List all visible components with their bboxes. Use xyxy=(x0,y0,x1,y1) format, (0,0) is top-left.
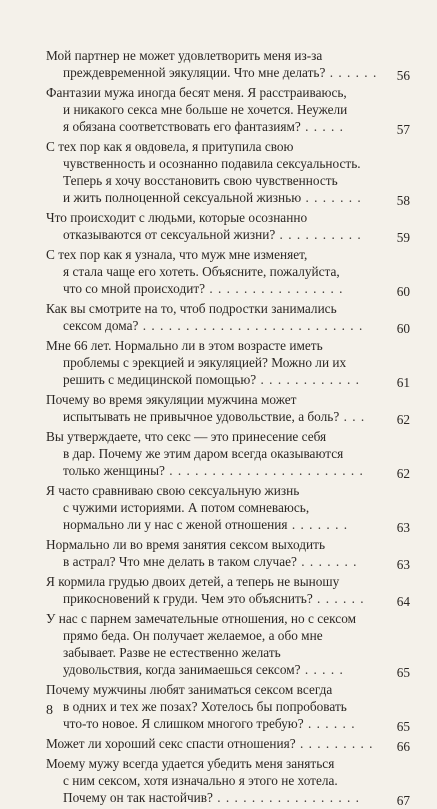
toc-entry-line: Что происходит с людьми, которые осознанно xyxy=(46,210,308,225)
table-of-contents xyxy=(46,47,410,809)
toc-entry xyxy=(46,391,410,428)
toc-entry-line: Я часто сравниваю свою сексуальную жизнь xyxy=(46,483,300,498)
toc-leader-dots: . . . . . . . xyxy=(296,554,358,569)
toc-entry-line: Я кормила грудью двоих детей, а теперь не выношу xyxy=(46,574,340,589)
toc-page-number: 59 xyxy=(396,230,410,245)
toc-entry-line: Почему мужчины любят заниматься сексом всегда xyxy=(46,682,333,697)
toc-leader-dots: . . . . . . xyxy=(325,65,378,80)
toc-entry xyxy=(46,337,410,391)
toc-page-number: 66 xyxy=(396,739,410,754)
toc-entry-line: в дар. Почему же этим даром всегда оказываются xyxy=(63,446,344,461)
toc-page-number: 67 xyxy=(396,793,410,808)
toc-leader-dots: . . . . . xyxy=(300,119,345,134)
toc-entry-line: проблемы с эрекцией и эякуляцией? Можно ли их xyxy=(63,355,347,370)
toc-page-number: 65 xyxy=(396,719,410,734)
toc-leader-dots: . . . . . . . . . . . . . . . . . . . . . . . xyxy=(164,463,364,478)
toc-page-number: 65 xyxy=(396,665,410,680)
toc-entry-line: отказываются от сексуальной жизни? . . . . . . . . . . xyxy=(63,227,362,242)
toc-leader-dots: . . . . . . . . . . xyxy=(275,227,362,242)
toc-entry xyxy=(46,735,410,755)
toc-entry-line: Почему во время эякуляции мужчина может xyxy=(46,392,297,407)
toc-leader-dots: . . . xyxy=(339,409,366,424)
toc-entry-line: У нас с парнем замечательные отношения, но с сексом xyxy=(46,611,357,626)
toc-leader-dots: . . . . . . . . . . . . . . . . . xyxy=(212,790,360,805)
toc-entry-line: я обязана соответствовать его фантазиям? . . . . . xyxy=(63,119,345,134)
toc-entry-line: Как вы смотрите на то, чтоб подростки занимались xyxy=(46,301,337,316)
toc-entry-line: Мне 66 лет. Нормально ли в этом возрасте иметь xyxy=(46,338,323,353)
toc-entry-line: Почему он так настойчив? . . . . . . . . . . . . . . . . . xyxy=(63,790,360,805)
toc-entry-line: с чужими историями. А потом сомневаюсь, xyxy=(63,500,310,515)
toc-leader-dots: . . . . . . . . . . . . xyxy=(256,372,360,387)
toc-entry-line: в астрал? Что мне делать в таком случае? . . . . . . . xyxy=(63,554,358,569)
toc-page-number: 61 xyxy=(396,375,410,390)
toc-page-number: 63 xyxy=(396,557,410,572)
page-number: 8 xyxy=(46,703,53,718)
toc-leader-dots: . . . . . . . xyxy=(301,190,362,205)
toc-page-number: 62 xyxy=(396,412,410,427)
toc-entry-line: прикосновений к груди. Чем это объяснить? . . . . . . xyxy=(63,591,365,606)
toc-entry xyxy=(46,536,410,573)
toc-page-number: 60 xyxy=(396,284,410,299)
toc-entry xyxy=(46,755,410,809)
toc-entry-line: чувственность и осознанно подавила сексуальность. xyxy=(63,156,361,171)
toc-entry-line: в одних и тех же позах? Хотелось бы попробовать xyxy=(63,699,347,714)
toc-page-number: 60 xyxy=(396,321,410,336)
toc-entry-line: и никакого секса мне больше не хочется. Неужели xyxy=(63,102,348,117)
toc-entry xyxy=(46,300,410,337)
toc-entry xyxy=(46,138,410,209)
toc-entry-line: и жить полноценной сексуальной жизнью . . . . . . . xyxy=(63,190,362,205)
toc-entry-line: прямо беда. Он получает желаемое, а обо мне xyxy=(63,628,323,643)
toc-entry-line: преждевременной эякуляции. Что мне делать? . . . . . . xyxy=(63,65,378,80)
toc-entry-line: что со мной происходит? . . . . . . . . . . . . . . . . xyxy=(63,281,344,296)
toc-leader-dots: . . . . . . xyxy=(303,716,356,731)
toc-entry-line: с ним сексом, хотя изначально я этого не хотела. xyxy=(63,773,338,788)
toc-page-number: 63 xyxy=(396,520,410,535)
toc-page-number: 58 xyxy=(396,193,410,208)
toc-entry-line: Может ли хороший секс спасти отношения? . . . . . . . . . xyxy=(46,736,374,751)
toc-entry-line: Нормально ли во время занятия сексом выходить xyxy=(46,537,326,552)
toc-entry xyxy=(46,209,410,246)
toc-page-number: 64 xyxy=(396,594,410,609)
toc-entry-line: Вы утверждаете, что секс — это принесение себя xyxy=(46,429,327,444)
toc-entry-line: что-то новое. Я слишком многого требую? . . . . . . xyxy=(63,716,356,731)
toc-entry-line: Мой партнер не может удовлетворить меня из-за xyxy=(46,48,323,63)
toc-entry-line: я стала чаще его хотеть. Объясните, пожалуйста, xyxy=(63,264,340,279)
toc-leader-dots: . . . . . . xyxy=(312,591,365,606)
toc-leader-dots: . . . . . . . . . . . . . . . . xyxy=(205,281,344,296)
toc-entry-line: Моему мужу всегда удается убедить меня заняться xyxy=(46,756,335,771)
toc-entry-line: забывает. Разве не естественно желать xyxy=(63,645,281,660)
toc-entry-line: нормально ли у нас с женой отношения . . . . . . . xyxy=(63,517,349,532)
toc-entry xyxy=(46,84,410,138)
toc-page-number: 57 xyxy=(396,122,410,137)
toc-entry-line: только женщины? . . . . . . . . . . . . . . . . . . . . . . . xyxy=(63,463,364,478)
toc-entry-line: Теперь я хочу восстановить свою чувственность xyxy=(63,173,338,188)
toc-entry xyxy=(46,47,410,84)
toc-leader-dots: . . . . . . . . . xyxy=(295,736,374,751)
toc-entry-line: С тех пор как я овдовела, я притупила свою xyxy=(46,139,294,154)
toc-page-number: 56 xyxy=(396,68,410,83)
toc-entry-line: удовольствия, когда занимаешься сексом? . . . . . xyxy=(63,662,344,677)
toc-entry xyxy=(46,246,410,300)
toc-leader-dots: . . . . . . . xyxy=(287,517,349,532)
toc-entry xyxy=(46,610,410,681)
toc-entry-line: сексом дома? . . . . . . . . . . . . . . . . . . . . . . . . . . xyxy=(63,318,364,333)
toc-entry xyxy=(46,681,410,735)
toc-entry-line: Фантазии мужа иногда бесят меня. Я расстраиваюсь, xyxy=(46,85,347,100)
toc-entry-line: испытывать не привычное удовольствие, а боль? . . . xyxy=(63,409,366,424)
toc-entry-line: решить с медицинской помощью? . . . . . . . . . . . . xyxy=(63,372,360,387)
toc-leader-dots: . . . . . . . . . . . . . . . . . . . . . . . . . . xyxy=(138,318,364,333)
toc-page-number: 62 xyxy=(396,466,410,481)
toc-leader-dots: . . . . . xyxy=(300,662,344,677)
toc-entry xyxy=(46,428,410,482)
toc-entry xyxy=(46,482,410,536)
toc-entry xyxy=(46,573,410,610)
toc-entry-line: С тех пор как я узнала, что муж мне изменяет, xyxy=(46,247,308,262)
